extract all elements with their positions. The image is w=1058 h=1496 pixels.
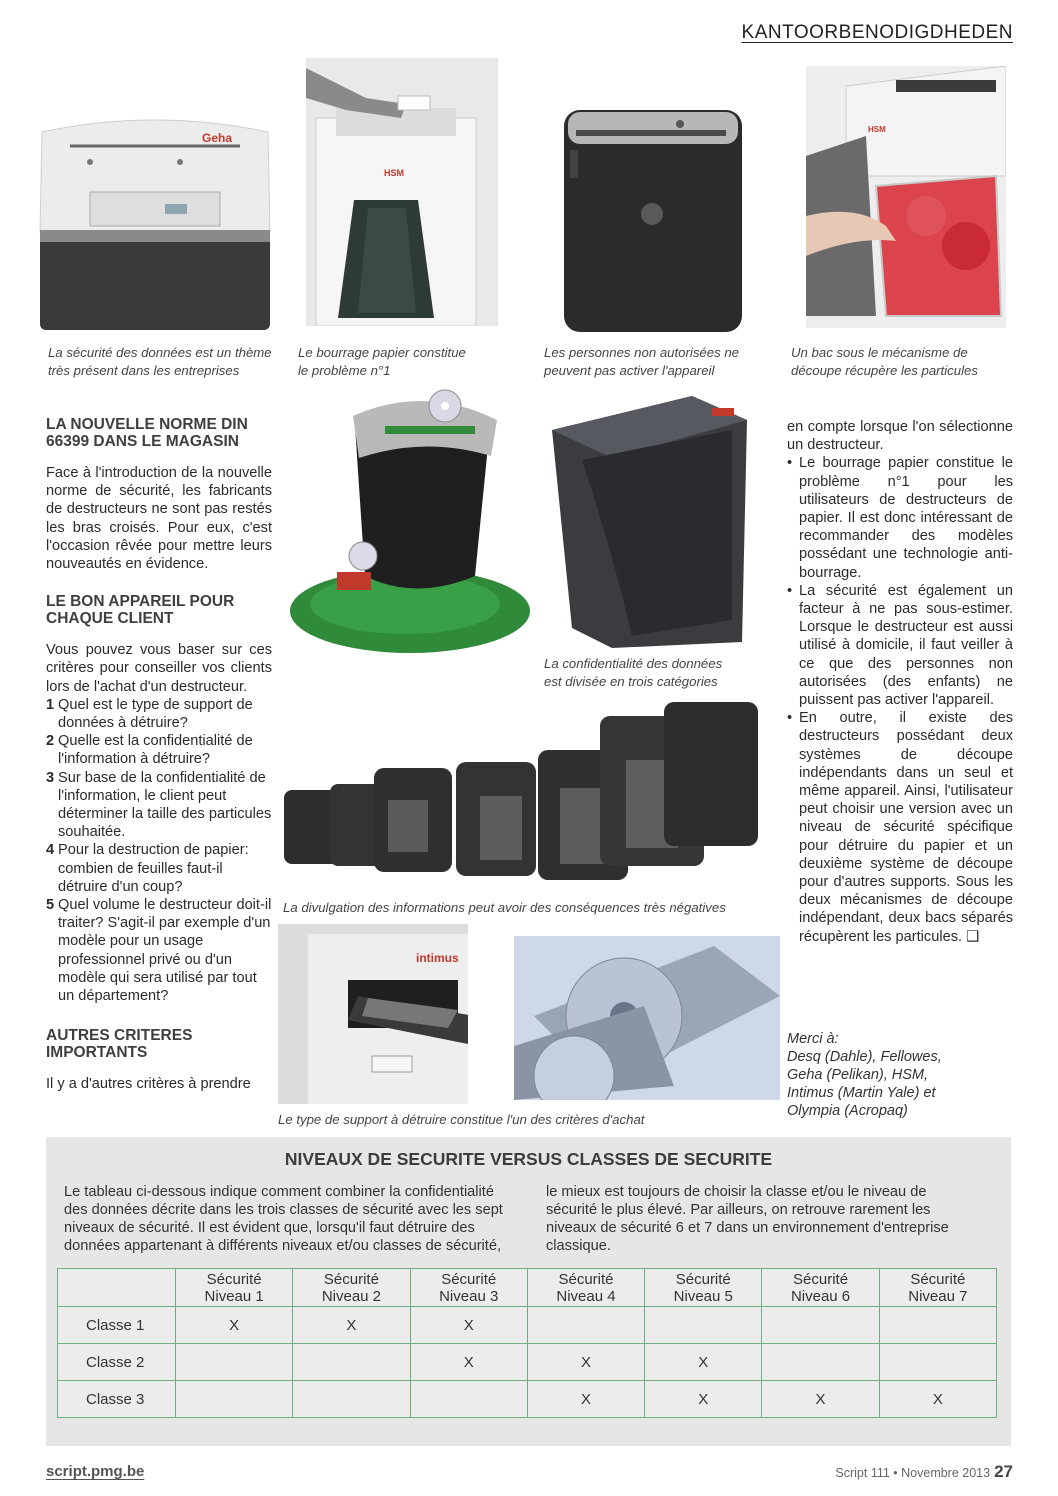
intimus-logo: intimus bbox=[416, 951, 459, 965]
list-text: Sur base de la confidentialité de l'information, le client peut déterminer la taille des particules souhaitée. bbox=[58, 769, 272, 841]
table-cell: X bbox=[645, 1344, 762, 1381]
list-number: 2 bbox=[46, 733, 55, 750]
row-label: Classe 3 bbox=[58, 1381, 176, 1418]
photo-shredder-range bbox=[284, 700, 760, 892]
table-header-cell: Sécurité Niveau 1 bbox=[176, 1269, 293, 1307]
geha-logo: Geha bbox=[202, 131, 233, 145]
paragraph-intro: Face à l'introduction de la nouvelle norme de sécurité, les fabricants de destructeurs ne sont pas restés les bras croisés. Pour eux, c'est l'occasion rêvée pour mettre leurs nouveautés en évidence. bbox=[46, 465, 272, 573]
credits-heading: Merci à: bbox=[787, 1031, 839, 1047]
table-header-cell: Sécurité Niveau 5 bbox=[645, 1269, 762, 1307]
paragraph-criteria: Vous pouvez vous baser sur ces critères pour conseiller vos clients lors de l'achat d'un destructeur. bbox=[46, 642, 272, 695]
caption-2: Le bourrage papier constitue le problème n°1 bbox=[298, 345, 466, 378]
footer-issue: Script 111 • Novembre 2013 bbox=[835, 1466, 991, 1480]
table-cell: X bbox=[527, 1344, 644, 1381]
table-header-cell: Sécurité Niveau 6 bbox=[762, 1269, 879, 1307]
svg-text:HSM: HSM bbox=[868, 125, 886, 134]
photo-dark-shredder bbox=[542, 390, 752, 648]
list-number: 3 bbox=[46, 769, 55, 786]
table-header-row bbox=[58, 1269, 997, 1307]
table-cell bbox=[762, 1344, 879, 1381]
caption-4: Un bac sous le mécanisme de découpe récupère les particules bbox=[791, 345, 978, 378]
table-cell: X bbox=[879, 1381, 996, 1418]
list-text: La sécurité est également un facteur à ne pas sous-estimer. Lorsque le destructeur est aussi utilisé à domicile, il faut veiller à ce que des personnes non autorisées (des enfants) ne puissent pas activer l'appareil. bbox=[799, 582, 1013, 709]
list-number: 4 bbox=[46, 842, 55, 859]
table-header-cell: Sécurité Niveau 3 bbox=[410, 1269, 527, 1307]
table-cell bbox=[879, 1344, 996, 1381]
table-cell bbox=[176, 1381, 293, 1418]
table-cell: X bbox=[762, 1381, 879, 1418]
credits-line: Geha (Pelikan), HSM, bbox=[787, 1067, 929, 1083]
credits bbox=[787, 1030, 942, 1120]
table-cell: X bbox=[410, 1344, 527, 1381]
footer-website-link[interactable]: script.pmg.be bbox=[46, 1463, 145, 1480]
article-right-column bbox=[787, 418, 1013, 946]
box-text-left: Le tableau ci-dessous indique comment combiner la confidentialité des données décrite dans les trois classes de sécurité avec les sept niveaux de sécurité. Il est évident que, lorsqu'il faut détruire des données appartenant à différents niveaux et/ou classes de sécurité, bbox=[64, 1184, 503, 1254]
photo-black-shredder bbox=[560, 90, 745, 336]
table-row bbox=[58, 1381, 997, 1418]
list-number: 5 bbox=[46, 897, 55, 914]
article-left-column bbox=[46, 416, 272, 1113]
page-number: 27 bbox=[994, 1462, 1013, 1481]
security-levels-box bbox=[46, 1137, 1011, 1446]
list-text: Quel est le type de support de données à détruire? bbox=[58, 696, 253, 732]
hsm-logo: HSM bbox=[384, 168, 404, 178]
list-item bbox=[46, 732, 272, 768]
criteria-list bbox=[46, 696, 272, 1005]
list-number: 1 bbox=[46, 696, 55, 713]
list-item bbox=[787, 709, 1013, 946]
heading-right-device: LE BON APPAREIL POUR CHAQUE CLIENT bbox=[46, 593, 235, 628]
row-label: Classe 1 bbox=[58, 1307, 176, 1344]
table-cell: X bbox=[527, 1381, 644, 1418]
photo-hard-drives bbox=[514, 936, 780, 1100]
heading-other-criteria: AUTRES CRITERES IMPORTANTS bbox=[46, 1027, 193, 1062]
table-header-cell: Sécurité Niveau 2 bbox=[293, 1269, 410, 1307]
list-item bbox=[46, 696, 272, 732]
bullet-mark: • bbox=[787, 710, 793, 727]
credits-line: Intimus (Martin Yale) et bbox=[787, 1085, 936, 1101]
credits-line: Desq (Dahle), Fellowes, bbox=[787, 1049, 942, 1065]
security-matrix-table bbox=[57, 1268, 997, 1418]
list-item bbox=[787, 454, 1013, 581]
table-cell: X bbox=[176, 1307, 293, 1344]
table-cell: X bbox=[645, 1381, 762, 1418]
table-cell bbox=[293, 1344, 410, 1381]
photo-particle-bin bbox=[806, 66, 1006, 328]
table-corner-cell bbox=[58, 1269, 176, 1307]
box-title: NIVEAUX DE SECURITE VERSUS CLASSES DE SECURITE bbox=[284, 1149, 773, 1169]
footer-issue-info bbox=[835, 1462, 1013, 1482]
table-cell bbox=[645, 1307, 762, 1344]
list-text: Quel volume le destructeur doit-il traiter? S'agit-il par exemple d'un modèle pour un usage professionnel privé ou d'un modèle qui sera utilisé par tout un département? bbox=[58, 897, 272, 1005]
photo-intimus-drive bbox=[278, 924, 468, 1104]
photo-geha-shredder bbox=[30, 112, 280, 334]
table-cell bbox=[762, 1307, 879, 1344]
table-row bbox=[58, 1344, 997, 1381]
paragraph-continued: en compte lorsque l'on sélectionne un destructeur. bbox=[787, 419, 1013, 454]
table-cell bbox=[879, 1307, 996, 1344]
end-mark: ❑ bbox=[966, 928, 980, 945]
table-header-cell: Sécurité Niveau 4 bbox=[527, 1269, 644, 1307]
photo-hsm-shredder bbox=[306, 58, 498, 326]
list-text: Pour la destruction de papier: combien de feuilles faut-il détruire d'un coup? bbox=[58, 842, 249, 895]
table-row bbox=[58, 1307, 997, 1344]
table-cell bbox=[527, 1307, 644, 1344]
list-text: En outre, il existe des destructeurs possédant deux systèmes de découpe indépendants dans un seul et même appareil. Ainsi, l'utilisateur peut choisir une version avec un niveau de sécurité spécifique pour détruire du papier et un deuxième système de découpe pour d'autres supports. Sous les deux mécanismes de découpe indépendant, deux bacs séparés récupèrent les particules. bbox=[799, 710, 1013, 945]
row-label: Classe 2 bbox=[58, 1344, 176, 1381]
table-cell: X bbox=[293, 1307, 410, 1344]
table-cell bbox=[410, 1381, 527, 1418]
box-text-right: le mieux est toujours de choisir la classe et/ou le niveau de sécurité le plus élevé. Par ailleurs, on retrouve rarement les niveaux de sécurité 6 et 7 dans un environnement d'entreprise classique. bbox=[546, 1184, 949, 1254]
paragraph-other-criteria: Il y a d'autres critères à prendre bbox=[46, 1076, 251, 1093]
table-header-cell: Sécurité Niveau 7 bbox=[879, 1269, 996, 1307]
list-item bbox=[46, 769, 272, 842]
list-item bbox=[46, 896, 272, 1005]
heading-din-norm: LA NOUVELLE NORME DIN 66399 DANS LE MAGASIN bbox=[46, 416, 248, 450]
table-cell bbox=[293, 1381, 410, 1418]
section-label: KANTOORBENODIGDHEDEN bbox=[741, 22, 1013, 43]
bullet-mark: • bbox=[787, 582, 793, 599]
credits-line: Olympia (Acropaq) bbox=[787, 1103, 908, 1119]
list-item bbox=[46, 841, 272, 896]
caption-8: Le type de support à détruire constitue l'un des critères d'achat bbox=[278, 1112, 645, 1127]
bullet-list bbox=[787, 454, 1013, 945]
list-text: Quelle est la confidentialité de l'information à détruire? bbox=[58, 733, 253, 768]
table-cell: X bbox=[410, 1307, 527, 1344]
list-item bbox=[787, 582, 1013, 709]
photo-cd-shredder bbox=[285, 386, 535, 656]
caption-3: Les personnes non autorisées ne peuvent pas activer l'appareil bbox=[544, 345, 740, 378]
table-cell bbox=[176, 1344, 293, 1381]
caption-1: La sécurité des données est un thème très présent dans les entreprises bbox=[48, 345, 272, 378]
caption-6: La confidentialité des données est divisée en trois catégories bbox=[544, 656, 723, 689]
bullet-mark: • bbox=[787, 455, 793, 472]
list-text: Le bourrage papier constitue le problème n°1 pour les utilisateurs de destructeurs de papier. Il est donc intéressant de recommander des modèles possédant une technologie anti-bourrage. bbox=[799, 455, 1013, 581]
caption-7: La divulgation des informations peut avoir des conséquences très négatives bbox=[283, 900, 726, 915]
